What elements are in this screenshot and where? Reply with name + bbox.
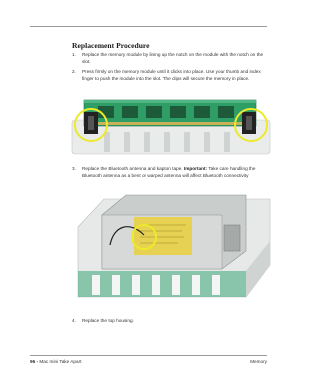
step-text: Press firmly on the memory module until it clicks into place. Use your thumb and index finger to push the module into the slot. The clips will secure the memory in place. <box>82 69 261 82</box>
memory-module-figure <box>66 94 278 160</box>
footer-left <box>30 359 82 364</box>
bluetooth-antenna-figure <box>74 185 276 307</box>
step-1 <box>72 51 272 65</box>
step-text <box>82 165 272 179</box>
footer-section: Memory <box>250 359 267 364</box>
important-label: Important: <box>183 166 208 171</box>
step-text-part: Take care handling the Bluetooth antenna as a bent or warped antenna will affect Bluetooth connectivity <box>82 166 256 179</box>
step-text: Replace the memory module by lining up the notch on the module with the notch on the slot. <box>82 52 264 65</box>
step-number: 3. <box>72 166 76 171</box>
step-text-part: Replace the Bluetooth antenna and kapton tape. <box>82 166 183 171</box>
step-2 <box>72 68 272 82</box>
step-4 <box>72 317 272 324</box>
doc-title: Mac mini Take Apart <box>39 359 82 364</box>
step-number: 4. <box>72 318 76 323</box>
step-number: 1. <box>72 52 76 57</box>
step-text: Replace the top housing. <box>82 318 134 323</box>
section-heading: Replacement Procedure <box>72 41 150 50</box>
header-rule <box>30 26 267 27</box>
step-3 <box>72 165 272 179</box>
page-number: 96 - <box>30 359 39 364</box>
footer-rule <box>30 355 267 356</box>
step-number: 2. <box>72 69 76 74</box>
